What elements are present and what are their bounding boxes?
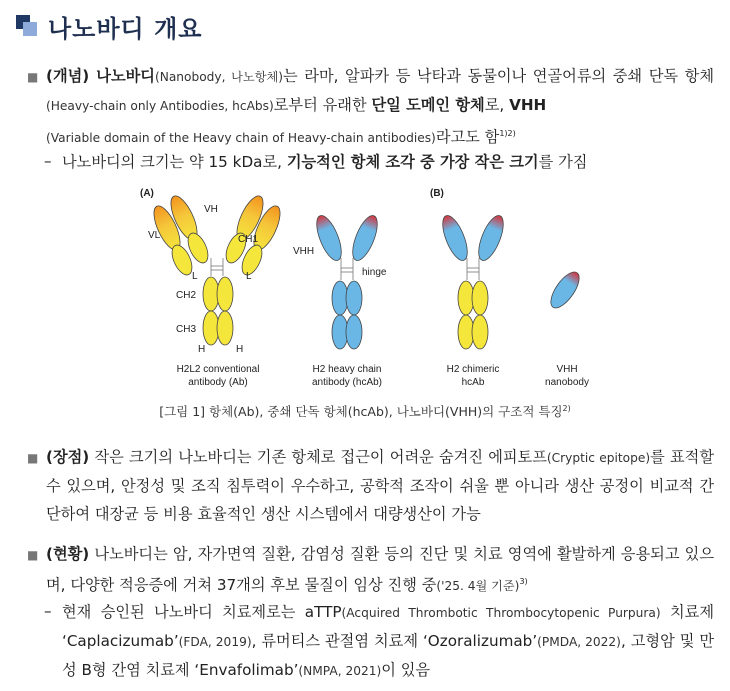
advantage-lead: (장점) [46,448,90,466]
figure-caption [0,402,730,420]
caption-hcab-line1: H2 heavy chain [312,364,382,375]
label-vl: VL [148,230,161,241]
concept-bold1: 단일 도메인 항체 [371,96,485,114]
status-text1: 나노바디는 암, 자가면역 질환, 감염성 질환 등의 진단 및 치료 영역에 활발하게 응용되고 있으며, 다양한 적응증에 거쳐 37개의 후보 물질이 임상 진행 중 [46,545,714,595]
caption-vhh-line2: nanobody [545,377,589,388]
title-text: 나노바디 개요 [48,14,203,43]
size-text2: 를 가짐 [538,153,588,171]
dash-icon: – [44,602,52,620]
concept-text3: 로, [484,96,510,114]
caption-chimeric-line2: hcAb [461,377,485,388]
concept-bold2: VHH [509,96,547,114]
status-lead: (현황) [46,545,90,563]
approved-paren1: (Acquired Thrombotic Thrombocytopenic Purpura) [341,606,661,620]
size-bold: 기능적인 항체 조각 중 가장 작은 크기 [286,153,539,171]
figure-caption-text: [그림 1] 항체(Ab), 중쇄 단독 항체(hcAb), 나노바디(VHH)의 구조적 특징 [159,404,563,419]
caption-chimeric-line1: H2 chimeric [446,364,500,375]
figure-subcaptions [177,364,589,388]
advantage-text2: 를 표적할 수 있으며, 안정성 및 조직 침투력이 우수하고, 공학적 조작이 쉬울 뿐 아니라 생산 공정이 비교적 간단하여 대장균 등 비용 효율적인 생산 시스템에서 대량생산이 가능 [46,448,715,523]
label-h-left: H [198,344,206,355]
paragraph-concept [46,62,714,152]
label-ch3: CH3 [176,324,197,335]
concept-paren1: (Nanobody, 나노항체) [154,70,283,84]
panel-a-label: (A) [140,188,154,199]
approved-text5: 이 있음 [381,661,431,679]
label-ch1: CH1 [238,234,259,245]
antibody-diagram [140,186,620,398]
panel-b-label: (B) [430,188,444,199]
bullet-icon: ■ [27,548,39,562]
size-text1: 나노바디의 크기는 약 15 kDa로, [62,153,287,171]
label-h-right: H [236,344,244,355]
label-hinge: hinge [362,267,387,278]
concept-text4: 라고도 함 [435,128,500,147]
paragraph-advantage [46,443,714,528]
caption-hcab-line2: antibody (hcAb) [311,377,383,388]
paragraph-status [46,540,714,600]
label-l-right: L [246,271,252,282]
chimeric-hcab [438,212,509,349]
status-paren: ('25. 4월 기준) [436,579,520,594]
paragraph-size [62,148,714,176]
bullet-icon: ■ [27,451,39,465]
label-ch2: CH2 [176,290,197,301]
bullet-icon: ■ [27,70,39,84]
approved-paren3: (PMDA, 2022) [537,635,621,649]
label-vh: VH [204,204,218,215]
dash-icon: – [44,152,52,170]
approved-text2: 치료제 ‘Caplacizumab’ [62,603,714,650]
concept-text2: 로부터 유래한 [273,96,372,114]
concept-lead: (개념) 나노바디 [46,67,155,85]
heavy-chain-antibody [312,212,383,349]
conventional-antibody [149,192,286,345]
concept-text1: 는 라마, 알파카 등 낙타과 동물이나 연골어류의 중쇄 단독 항체 [283,67,714,85]
label-vhh: VHH [293,246,315,257]
antibody-figure [140,186,620,398]
caption-vhh-line1: VHH [556,364,578,375]
approved-text4: , 고형암 및 만성 B형 간염 치료제 ‘Envafolimab’ [62,632,714,679]
concept-paren3: (Variable domain of the Heavy chain of Heavy-chain antibodies) [46,131,436,146]
approved-text3: , 류머티스 관절염 치료제 ‘Ozoralizumab’ [251,632,538,650]
section-title [16,10,202,42]
caption-ab-line1: H2L2 conventional [176,364,260,375]
title-square-icon [16,15,38,37]
caption-ab-line2: antibody (Ab) [188,377,248,388]
advantage-text1: 작은 크기의 나노바디는 기존 항체로 접근이 어려운 숨겨진 에피토프 [89,448,547,466]
label-l-left: L [192,271,198,282]
advantage-paren: (Cryptic epitope) [546,451,651,465]
concept-sup: 1)2) [499,129,516,138]
approved-paren4: (NMPA, 2021) [298,664,382,678]
approved-text1: 현재 승인된 나노바디 치료제로는 aTTP [62,603,342,621]
approved-paren2: (FDA, 2019) [178,635,252,649]
vhh-nanobody [546,268,585,313]
figure-caption-sup: 2) [562,403,571,413]
paragraph-approved [62,598,714,685]
status-sup: 3) [519,577,528,586]
concept-paren2: (Heavy-chain only Antibodies, hcAbs) [46,99,274,113]
